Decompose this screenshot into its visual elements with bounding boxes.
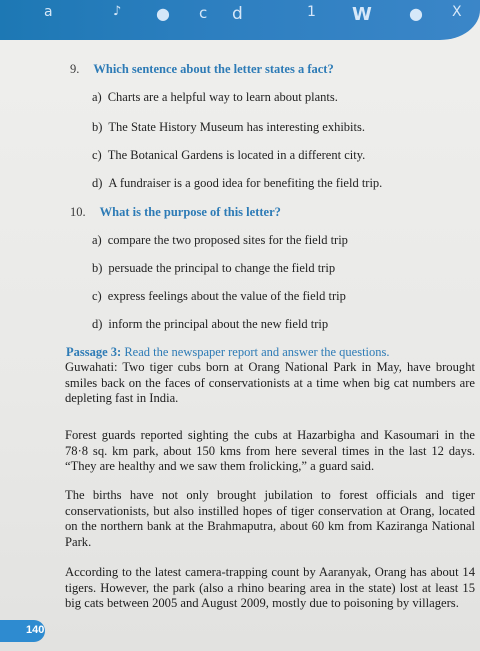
passage-label: Passage 3: — [66, 345, 122, 359]
question-10-option-c — [92, 289, 346, 304]
option-letter: c) — [92, 289, 102, 303]
passage-paragraph-1: Guwahati: Two tiger cubs born at Orang National Park in May, have brought smiles back on the faces of conservationists at a time when big cat numbers are depleting fast in India. — [65, 360, 475, 405]
banner-glyph: W — [352, 4, 372, 25]
option-letter: d) — [92, 317, 103, 331]
header-banner — [0, 0, 480, 40]
question-9-option-d — [92, 176, 382, 191]
question-9-option-b — [92, 120, 365, 135]
banner-glyph: a — [44, 4, 53, 20]
option-letter: a) — [92, 90, 102, 104]
option-text: persuade the principal to change the field trip — [108, 261, 336, 275]
banner-glyph: d — [232, 4, 243, 24]
passage-paragraph-2: Forest guards reported sighting the cubs at Hazarbigha and Kasoumari in the 78·8 sq. km park, about 150 kms from here several times in the last 12 days. “They are healthy and we saw them frolicking,” a guard said. — [65, 428, 475, 473]
question-9-option-a — [92, 90, 338, 105]
banner-glyph: c — [199, 4, 208, 22]
banner-glyph: ♪ — [113, 4, 122, 19]
question-10-option-b — [92, 261, 335, 276]
banner-glyph: ● — [156, 4, 170, 23]
question-9 — [70, 62, 334, 77]
question-number: 10. — [70, 205, 86, 219]
banner-glyph: 1 — [307, 4, 316, 20]
option-text: The Botanical Gardens is located in a different city. — [107, 148, 366, 162]
passage-paragraph-3: The births have not only brought jubilation to forest officials and tiger conservationists, but also instilled hopes of tiger conservation at Orang, located on the northern bank at the Brahmaputra, about 60 km from Kaziranga National Park. — [65, 488, 475, 549]
banner-glyph: ● — [409, 4, 423, 23]
option-letter: b) — [92, 261, 103, 275]
banner-glyph: X — [452, 4, 462, 20]
option-text: The State History Museum has interesting exhibits. — [108, 120, 365, 134]
page-number-tab — [0, 620, 45, 642]
question-10-option-a — [92, 233, 348, 248]
passage-heading — [66, 345, 390, 360]
passage-instruction: Read the newspaper report and answer the questions. — [124, 345, 390, 359]
option-letter: d) — [92, 176, 103, 190]
option-text: compare the two proposed sites for the field trip — [107, 233, 348, 247]
passage-paragraph-4: According to the latest camera-trapping count by Aaranyak, Orang has about 14 tigers. However, the park (also a rhino bearing area in the state) lost at least 15 big cats between 2005 and August 2009, mostly due to poisoning by villagers. — [65, 565, 475, 610]
question-10 — [70, 205, 281, 220]
page-number: 140 — [26, 624, 45, 636]
option-text: A fundraiser is a good idea for benefiting the field trip. — [108, 176, 383, 190]
option-letter: a) — [92, 233, 102, 247]
question-10-option-d — [92, 317, 328, 332]
option-text: Charts are a helpful way to learn about plants. — [107, 90, 338, 104]
question-text: What is the purpose of this letter? — [99, 205, 281, 219]
option-text: inform the principal about the new field trip — [108, 317, 329, 331]
question-number: 9. — [70, 62, 80, 76]
question-9-option-c — [92, 148, 365, 163]
option-letter: b) — [92, 120, 103, 134]
question-text: Which sentence about the letter states a fact? — [93, 62, 334, 76]
option-text: express feelings about the value of the field trip — [107, 289, 346, 303]
option-letter: c) — [92, 148, 102, 162]
